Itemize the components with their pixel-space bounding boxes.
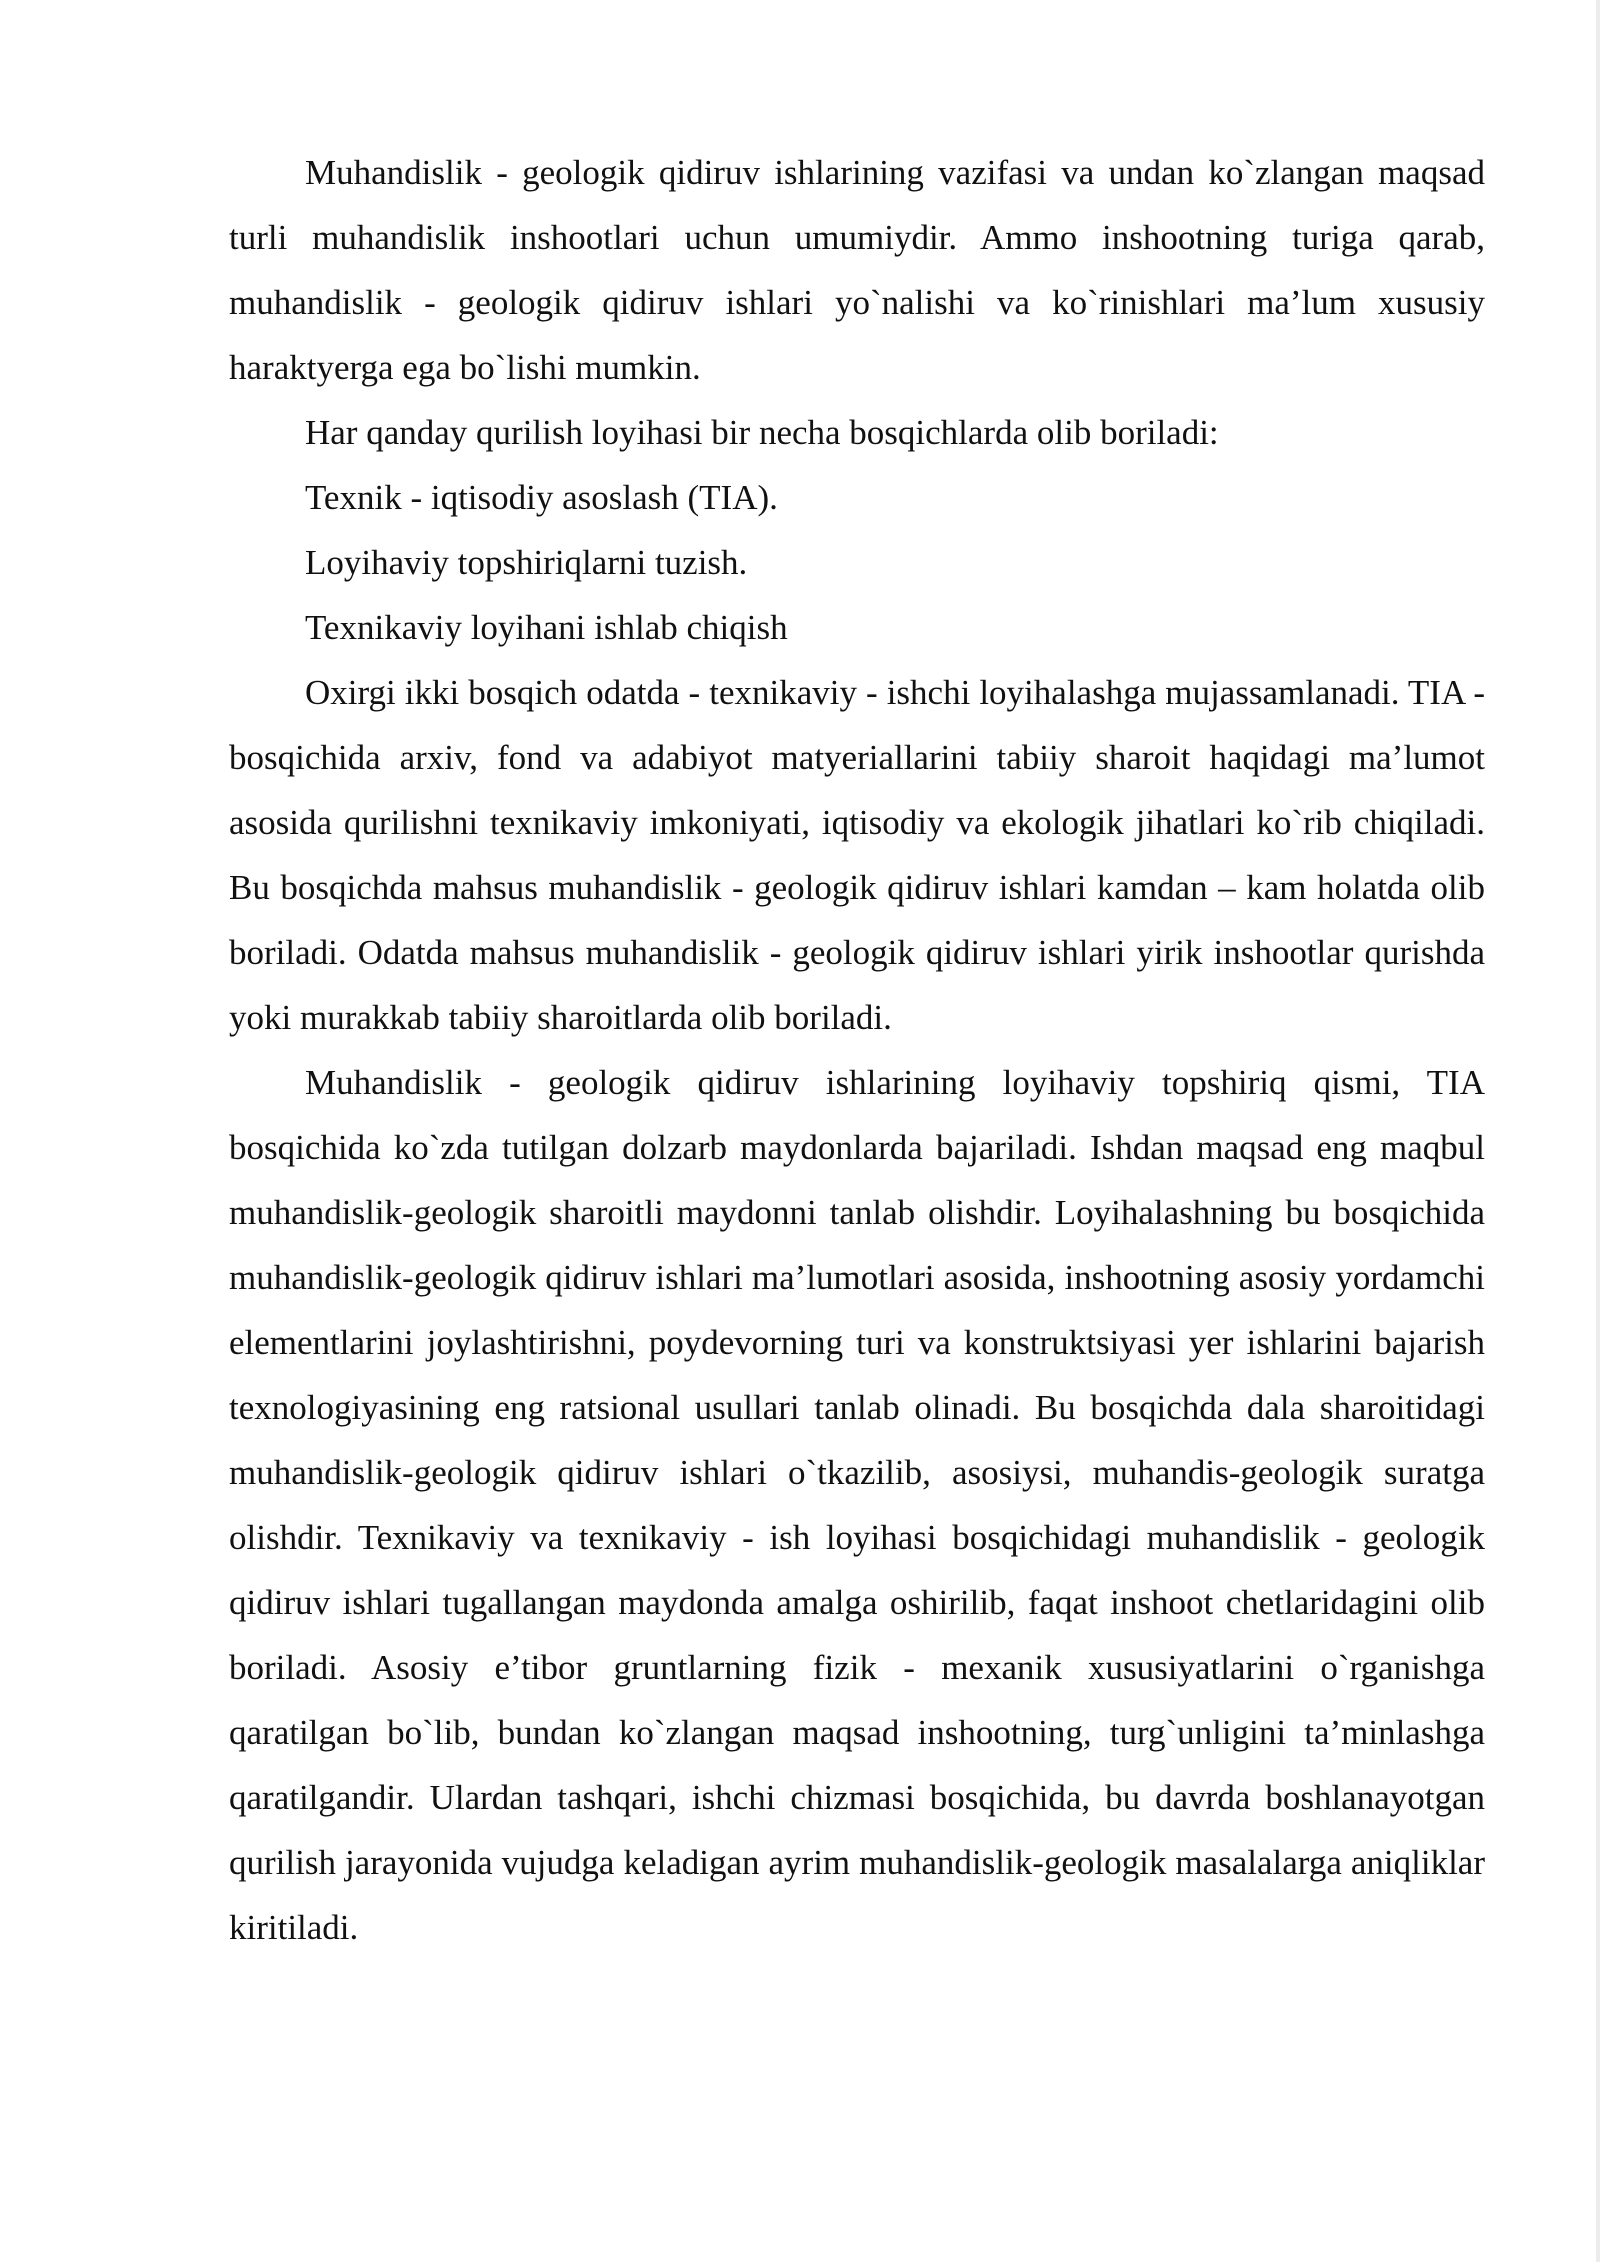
- paragraph-design-stage-investigations: Muhandislik - geologik qidiruv ishlarining loyihaviy topshiriq qismi, TIA bosqichida ko`zda tutilgan dolzarb maydonlarda bajariladi. Ishdan maqsad eng maqbul muhandislik-geologik sharoitli maydonni tanlab olishdir. Loyihalashning bu bosqichida muhandislik-geologik qidiruv ishlari ma’lumotlari asosida, inshootning asosiy yordamchi elementlarini joylashtirishni, poydevorning turi va konstruktsiyasi yer ishlarini bajarish texnologiyasining eng ratsional usullari tanlab olinadi. Bu bosqichda dala sharoitidagi muhandislik-geologik qidiruv ishlari o`tkazilib, asosiysi, muhandis-geologik suratga olishdir. Texnikaviy va texnikaviy - ish loyihasi bosqichidagi muhandislik - geologik qidiruv ishlari tugallangan maydonda amalga oshirilib, faqat inshoot chetlaridagini olib boriladi. Asosiy e’tibor gruntlarning fizik - mexanik xususiyatlarini o`rganishga qaratilgan bo`lib, bundan ko`zlangan maqsad inshootning, turg`unligini ta’minlashga qaratilgandir. Ulardan tashqari, ishchi chizmasi bosqichida, bu davrda boshlanayotgan qurilish jarayonida vujudga keladigan ayrim muhandislik-geologik masalalarga aniqliklar kiritiladi.: [229, 1063, 1485, 1947]
- list-item-stage-tia: Texnik - iqtisodiy asoslash (TIA).: [305, 478, 778, 517]
- list-item-stage-project-assignment: Loyihaviy topshiriqlarni tuzish.: [305, 543, 748, 582]
- paragraph-purpose-of-investigations: Muhandislik - geologik qidiruv ishlarining vazifasi va undan ko`zlangan maqsad turli muhandislik inshootlari uchun umumiydir. Ammo inshootning turiga qarab, muhandislik - geologik qidiruv ishlari yo`nalishi va ko`rinishlari ma’lum xususiy haraktyerga ega bo`lishi mumkin.: [229, 153, 1485, 387]
- document-body: [229, 140, 1485, 1960]
- paragraph-project-stages-intro: Har qanday qurilish loyihasi bir necha bosqichlarda olib boriladi:: [305, 413, 1219, 452]
- page-edge-divider: [1596, 0, 1600, 2262]
- list-item-stage-technical-design: Texnikaviy loyihani ishlab chiqish: [305, 608, 788, 647]
- paragraph-tia-stage: Oxirgi ikki bosqich odatda - texnikaviy - ishchi loyihalashga mujassamlanadi. TIA - bosqichida arxiv, fond va adabiyot matyeriallarini tabiiy sharoit haqidagi ma’lumot asosida qurilishni texnikaviy imkoniyati, iqtisodiy va ekologik jihatlari ko`rib chiqiladi. Bu bosqichda mahsus muhandislik - geologik qidiruv ishlari kamdan – kam holatda olib boriladi. Odatda mahsus muhandislik - geologik qidiruv ishlari yirik inshootlar qurishda yoki murakkab tabiiy sharoitlarda olib boriladi.: [229, 673, 1485, 1037]
